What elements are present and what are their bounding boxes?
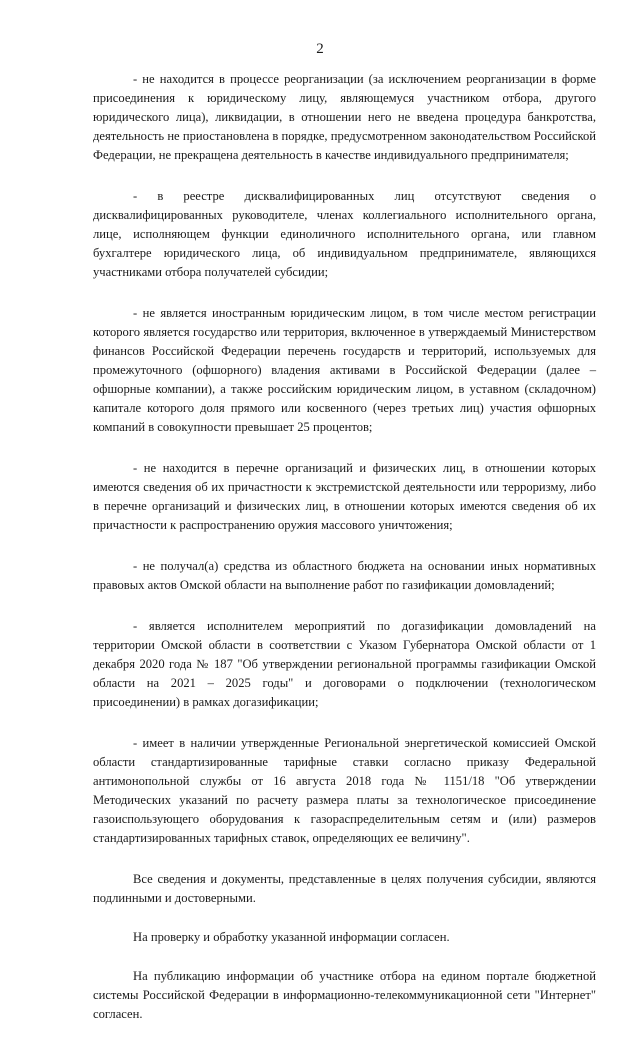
paragraph-extremism-list: - не находится в перечне организаций и физических лиц, в отношении которых имеются сведения об их причастности к экстремистской деятельности или терроризму, либо в перечне организаций и физических лиц, в отношении которых имеются сведения об их причастности к распространению оружия массового уничтожения;: [93, 461, 596, 532]
paragraph-gasification-executor: - является исполнителем мероприятий по догазификации домовладений на территории Омской области в соответствии с Указом Губернатора Омской области от 1 декабря 2020 года № 187 "Об утверждении региональной программы газификации Омской области на 2021 – 2025 годы" и договорами о подключении (технологическом присоединении) в рамках догазификации;: [93, 619, 596, 709]
paragraph-foreign-entity: - не является иностранным юридическим лицом, в том числе местом регистрации которого является государство или территория, включенное в утверждаемый Министерством финансов Российской Федерации перечень государств и территорий, используемых для промежуточного (офшорного) владения активами в Российской Федерации (далее – офшорные компании), а также российским юридическим лицом, в уставном (складочном) капитале которого доля прямого или косвенного (через третьих лиц) участия офшорных компаний в совокупности превышает 25 процентов;: [93, 306, 596, 434]
document-body: [93, 70, 596, 1046]
paragraph-regional-budget: - не получал(а) средства из областного бюджета на основании иных нормативных правовых актов Омской области на выполнение работ по газификации домовладений;: [93, 559, 596, 592]
paragraph-tariff-rates: - имеет в наличии утвержденные Региональной энергетической комиссией Омской области стандартизированные тарифные ставки согласно приказу Федеральной антимонопольной службы от 16 августа 2018 года № 1151/18 "Об утверждении Методических указаний по расчету размера платы за технологическое присоединение газоиспользующего оборудования к газораспределительным сетям и (или) размеров стандартизированных тарифных ставок, определяющих ее величину".: [93, 736, 596, 845]
paragraph-reorganization: - не находится в процессе реорганизации (за исключением реорганизации в форме присоединения к юридическому лицу, являющемуся участником отбора, другого юридического лица), ликвидации, в отношении него не введена процедура банкротства, деятельность не приостановлена в порядке, предусмотренном законодательством Российской Федерации, не прекращена деятельность в качестве индивидуального предпринимателя;: [93, 72, 596, 162]
paragraph-disqualified-registry: - в реестре дисквалифицированных лиц отсутствуют сведения о дисквалифицированных руководителе, членах коллегиального исполнительного органа, лице, исполняющем функции единоличного исполнительного органа, или главном бухгалтере юридического лица, об индивидуальном предпринимателе, являющихся участниками отбора получателей субсидии;: [93, 189, 596, 279]
paragraph-verification-consent: На проверку и обработку указанной информации согласен.: [133, 930, 450, 944]
paragraph-publication-consent: На публикацию информации об участнике отбора на едином портале бюджетной системы Российской Федерации в информационно-телекоммуникационной сети "Интернет" согласен.: [93, 969, 596, 1021]
paragraph-documents-authentic: Все сведения и документы, представленные в целях получения субсидии, являются подлинными и достоверными.: [93, 872, 596, 905]
page-number: 2: [316, 41, 324, 57]
